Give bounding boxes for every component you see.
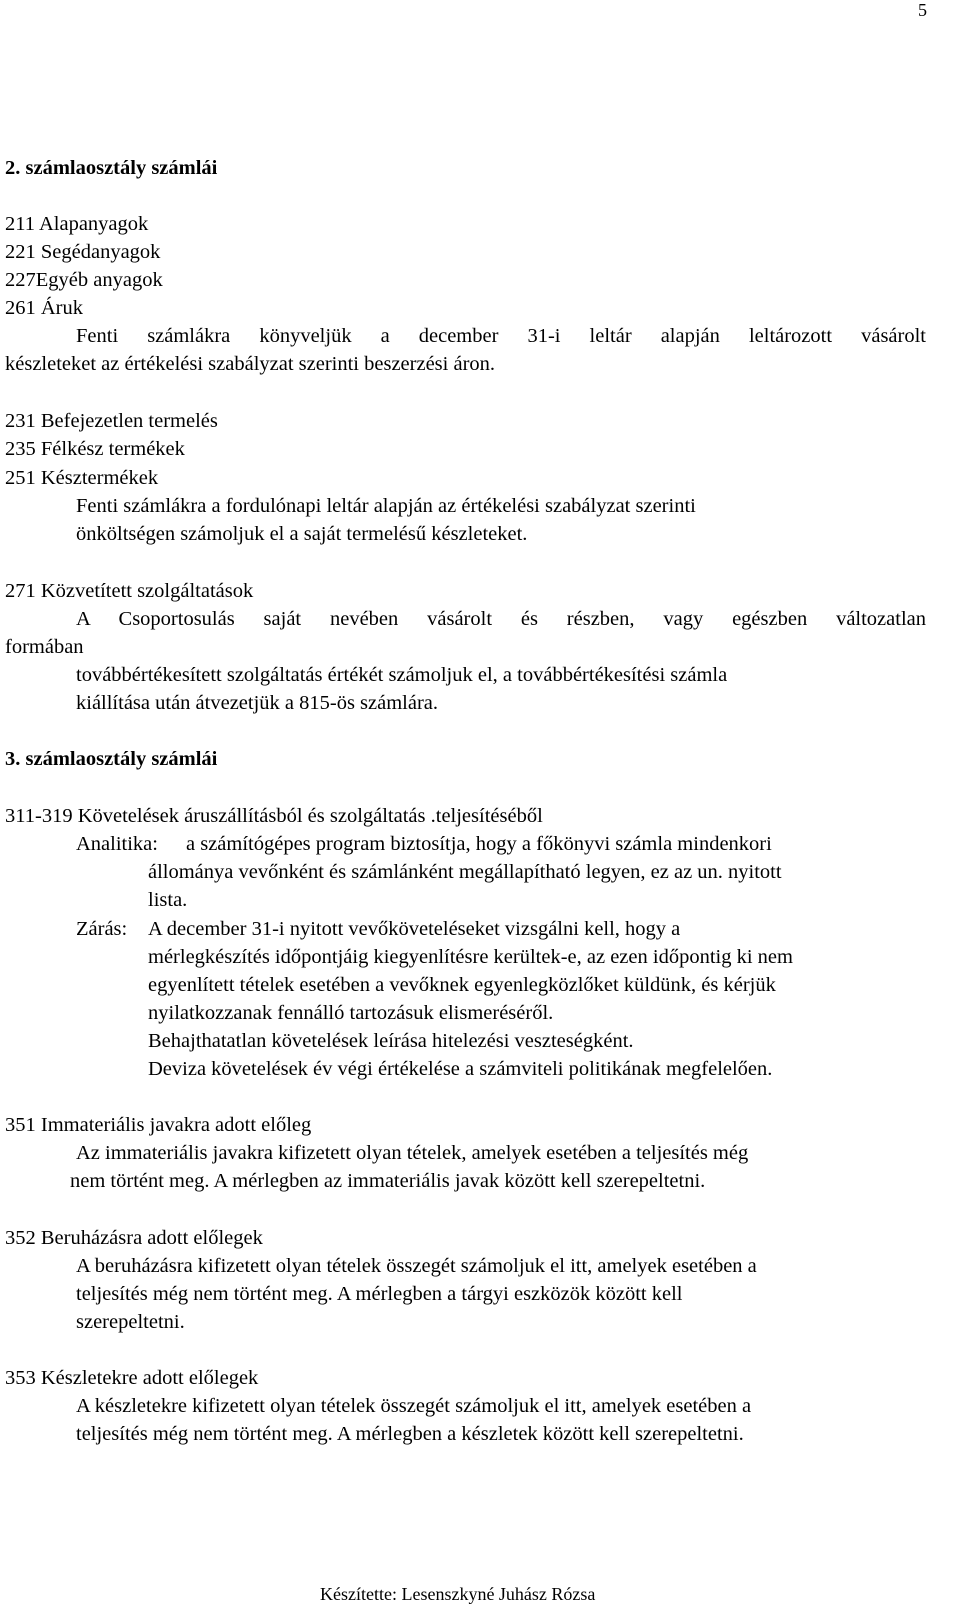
account-211: 211 Alapanyagok — [5, 213, 149, 235]
zaras-line-1: A december 31-i nyitott vevőköveteléseket vizsgálni kell, hogy a — [148, 918, 681, 940]
paragraph-inventory-line-1: Fenti számlákra könyveljük a december 31-i leltár alapján leltározott vásárolt — [76, 325, 926, 347]
zaras-line-6: Deviza követelések év végi értékelése a számviteli politikának megfelelően. — [148, 1058, 773, 1080]
paragraph-production-line-1: Fenti számlákra a fordulónapi leltár alapján az értékelési szabályzat szerinti — [76, 495, 696, 517]
account-227: 227Egyéb anyagok — [5, 269, 163, 291]
footer-author: Készítette: Lesenszkyné Juhász Rózsa — [320, 1584, 596, 1604]
analitika-line-2: állománya vevőnként és számlánként megállapítható legyen, ez az un. nyitott — [148, 861, 782, 883]
paragraph-services-line-2: formában — [5, 636, 84, 658]
account-311-319: 311-319 Követelések áruszállításból és szolgáltatás .teljesítéséből — [5, 805, 543, 827]
page-number: 5 — [918, 0, 927, 20]
account-221: 221 Segédanyagok — [5, 241, 161, 263]
zaras-line-4: nyilatkozzanak fennálló tartozásuk elismeréséről. — [148, 1002, 554, 1024]
analitika-line-3: lista. — [148, 889, 188, 911]
account-351: 351 Immateriális javakra adott előleg — [5, 1114, 312, 1136]
account-251: 251 Késztermékek — [5, 467, 159, 489]
paragraph-351-line-1: Az immateriális javakra kifizetett olyan tételek, amelyek esetében a teljesítés még — [76, 1142, 749, 1164]
paragraph-352-line-1: A beruházásra kifizetett olyan tételek összegét számoljuk el itt, amelyek esetében a — [76, 1255, 757, 1277]
account-231: 231 Befejezetlen termelés — [5, 410, 218, 432]
paragraph-352-line-3: szerepeltetni. — [76, 1311, 185, 1333]
paragraph-353-line-2: teljesítés még nem történt meg. A mérlegben a készletek között kell szerepeltetni. — [76, 1423, 744, 1445]
zaras-line-5: Behajthatatlan követelések leírása hitelezési veszteségként. — [148, 1030, 634, 1052]
zaras-line-2: mérlegkészítés időpontjáig kiegyenlítésre kerültek-e, az ezen időpontig ki nem — [148, 946, 793, 968]
paragraph-352-line-2: teljesítés még nem történt meg. A mérlegben a tárgyi eszközök között kell — [76, 1283, 683, 1305]
section-2-title: 2. számlaosztály számlái — [5, 157, 218, 179]
paragraph-353-line-1: A készletekre kifizetett olyan tételek összegét számoljuk el itt, amelyek esetében a — [76, 1395, 752, 1417]
paragraph-services-line-3: továbbértékesített szolgáltatás értékét számoljuk el, a továbbértékesítési számla — [76, 664, 728, 686]
account-271: 271 Közvetített szolgáltatások — [5, 580, 254, 602]
account-353: 353 Készletekre adott előlegek — [5, 1367, 259, 1389]
paragraph-production-line-2: önköltségen számoljuk el a saját termelésű készleteket. — [76, 523, 528, 545]
paragraph-inventory-line-2: készleteket az értékelési szabályzat szerinti beszerzési áron. — [5, 353, 496, 375]
section-3-title: 3. számlaosztály számlái — [5, 748, 218, 770]
paragraph-351-line-2: nem történt meg. A mérlegben az immateriális javak között kell szerepeltetni. — [70, 1170, 706, 1192]
paragraph-services-line-1: A Csoportosulás saját nevében vásárolt és részben, vagy egészben változatlan — [76, 608, 926, 630]
account-235: 235 Félkész termékek — [5, 438, 185, 460]
account-352: 352 Beruházásra adott előlegek — [5, 1227, 263, 1249]
paragraph-services-line-4: kiállítása után átvezetjük a 815-ös számlára. — [76, 692, 439, 714]
account-261: 261 Áruk — [5, 297, 84, 319]
analitika-label: Analitika: — [76, 833, 158, 855]
zaras-label: Zárás: — [76, 918, 128, 940]
analitika-line-1: a számítógépes program biztosítja, hogy a főkönyvi számla mindenkori — [186, 833, 772, 855]
zaras-line-3: egyenlített tételek esetében a vevőknek egyenlegközlőket küldünk, és kérjük — [148, 974, 776, 996]
